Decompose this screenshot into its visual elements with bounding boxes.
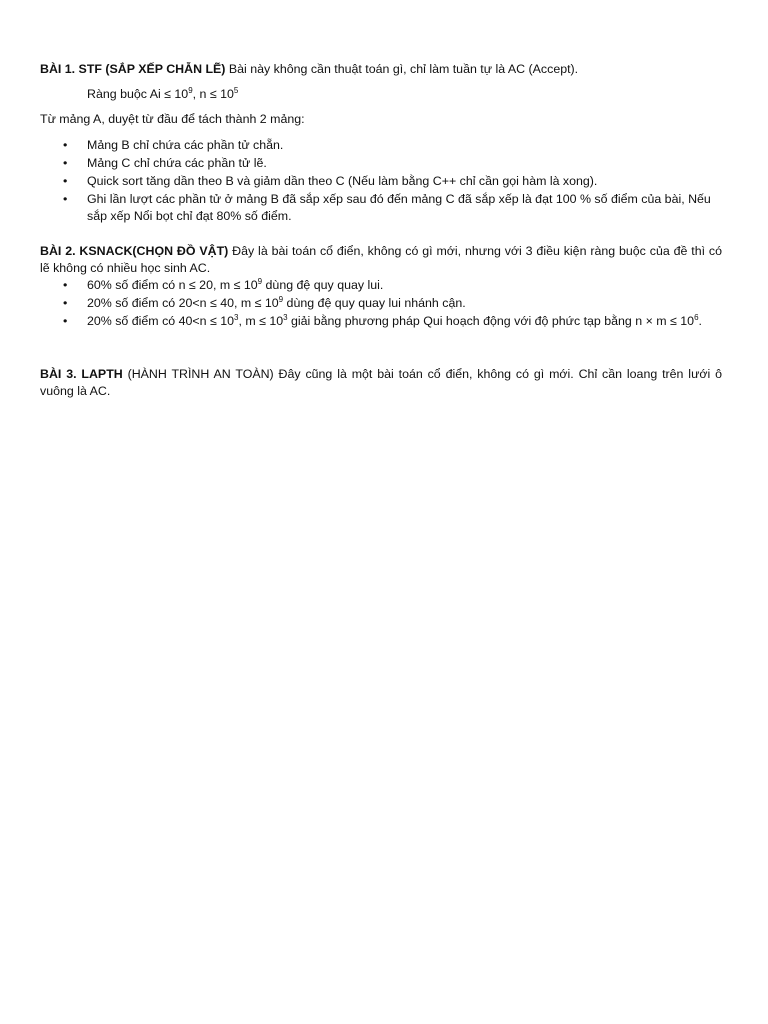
exponent: 3 <box>283 313 288 322</box>
section-1-heading <box>40 61 722 78</box>
list-item-text: Mảng B chỉ chứa các phần tử chẵn. <box>87 138 284 152</box>
list-item-text: . <box>698 314 702 328</box>
list-item-text: giải bằng phương pháp Qui hoạch động với độ phức tạp bằng n × m ≤ 10 <box>287 314 695 328</box>
list-item <box>40 137 722 154</box>
list-item-text: Mảng C chỉ chứa các phần tử lẽ. <box>87 156 267 170</box>
section-2-title: BÀI 2. KSNACK(CHỌN ĐỒ VẬT) <box>40 244 229 258</box>
list-item-text: dùng đệ quy quay lui. <box>262 278 384 292</box>
bullet-icon: • <box>63 296 68 310</box>
list-item-text: Quick sort tăng dần theo B và giảm dần theo C (Nếu làm bằng C++ chỉ cần gọi hàm là xong). <box>87 174 598 188</box>
section-2-bullet-list <box>40 277 722 330</box>
list-item-text: 20% số điểm có 20<n ≤ 40, m ≤ 10 <box>87 296 279 310</box>
list-item <box>40 295 722 312</box>
constraint-exp-1: 9 <box>188 86 193 95</box>
section-3-text: (HÀNH TRÌNH AN TOÀN) Đây cũng là một bài toán cổ điển, không có gì mới. Chỉ cần loang trên lưới ô vuông là AC. <box>40 367 722 398</box>
bullet-icon: • <box>63 174 68 188</box>
section-1-title: BÀI 1. STF (SẮP XẾP CHẴN LẼ) <box>40 62 226 76</box>
bullet-icon: • <box>63 138 68 152</box>
section-3-heading <box>40 366 722 400</box>
section-2-text: Đây là bài toán cổ điển, không có gì mới, nhưng với 3 điều kiện ràng buộc của đề thì có lẽ không có nhiều học sinh AC. <box>40 244 722 275</box>
bullet-icon: • <box>63 278 68 292</box>
exponent: 9 <box>257 277 263 286</box>
list-item-text: Ghi lần lượt các phần tử ở mảng B đã sắp xếp sau đó đến mảng C đã sắp xếp là đạt 100 % số điểm của bài, Nếu sắp xếp Nổi bọt chỉ đạt 80% số điểm. <box>87 192 711 223</box>
constraint-text-b: , n ≤ 10 <box>192 87 234 101</box>
section-1-constraint <box>40 86 722 103</box>
list-item <box>40 155 722 172</box>
section-2-heading <box>40 243 722 277</box>
list-item-text: , m ≤ 10 <box>238 314 284 328</box>
section-1-bullet-list <box>40 137 722 225</box>
constraint-text-a: Ràng buộc Ai ≤ 10 <box>87 87 189 101</box>
section-3-title: BÀI 3. LAPTH <box>40 367 123 381</box>
list-item <box>40 313 722 330</box>
bullet-icon: • <box>63 192 68 206</box>
bullet-icon: • <box>63 156 68 170</box>
list-item-text: dùng đệ quy quay lui nhánh cận. <box>283 296 466 310</box>
exponent: 6 <box>694 313 699 322</box>
section-1-intro: Từ mảng A, duyệt từ đầu để tách thành 2 mảng: <box>40 112 305 126</box>
list-item <box>40 191 722 225</box>
list-item <box>40 277 722 294</box>
exponent: 9 <box>278 295 284 304</box>
section-1-text: Bài này không cần thuật toán gì, chỉ làm tuần tự là AC (Accept). <box>225 62 579 76</box>
document-page <box>40 61 722 400</box>
bullet-icon: • <box>63 314 68 328</box>
constraint-exp-2: 5 <box>233 86 239 95</box>
list-item-text: 60% số điểm có n ≤ 20, m ≤ 10 <box>87 278 258 292</box>
exponent: 3 <box>233 313 239 322</box>
list-item <box>40 173 722 190</box>
list-item-text: 20% số điểm có 40<n ≤ 10 <box>87 314 234 328</box>
